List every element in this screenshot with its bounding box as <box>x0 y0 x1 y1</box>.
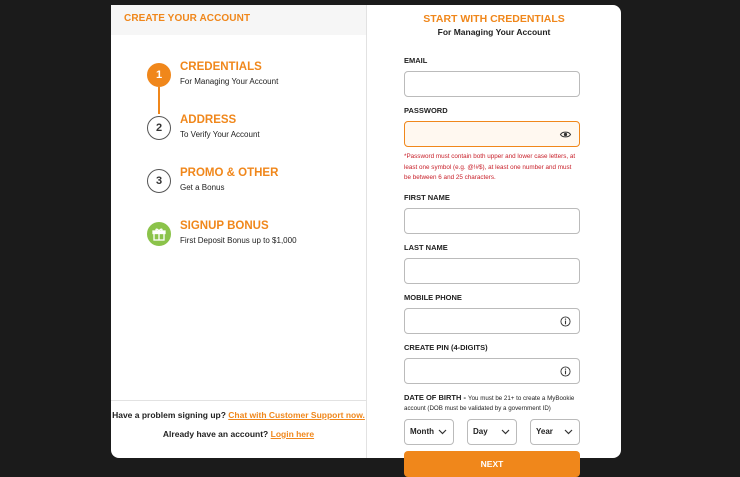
step-subtitle: Get a Bonus <box>180 183 225 192</box>
create-account-header: CREATE YOUR ACCOUNT <box>111 5 366 35</box>
password-label: PASSWORD <box>404 106 448 115</box>
dob-note: You must be 21+ to create a MyBookie account (DOB must be validated by a government ID) <box>404 394 575 412</box>
year-select-value: Year <box>536 427 553 437</box>
last-name-label: LAST NAME <box>404 242 448 252</box>
login-link[interactable]: Login here <box>270 429 315 439</box>
step-subtitle: To Verify Your Account <box>180 130 260 139</box>
pin-label: CREATE PIN (4-DIGITS) <box>404 342 488 352</box>
step-title: CREDENTIALS <box>180 61 262 73</box>
problem-text: Have a problem signing up? <box>112 410 226 420</box>
day-select[interactable] <box>467 419 517 445</box>
step-subtitle: First Deposit Bonus up to $1,000 <box>180 236 297 245</box>
step-title: ADDRESS <box>180 114 237 126</box>
mobile-phone-field[interactable] <box>405 309 579 333</box>
mobile-phone-field-box <box>404 308 580 334</box>
gift-icon <box>147 222 171 246</box>
credentials-title: START WITH CREDENTIALS <box>423 13 565 25</box>
year-select[interactable] <box>530 419 580 445</box>
mobile-phone-label: MOBILE PHONE <box>404 292 462 302</box>
email-field-box <box>404 71 580 97</box>
first-name-field-box <box>404 208 580 234</box>
first-name-label: FIRST NAME <box>404 192 450 202</box>
login-row <box>111 429 366 440</box>
credentials-subtitle: For Managing Your Account <box>437 27 551 37</box>
step-number-3: 3 <box>147 169 171 193</box>
email-field[interactable] <box>405 72 579 96</box>
day-select-value: Day <box>473 427 488 437</box>
month-select[interactable] <box>404 419 454 445</box>
next-button[interactable]: NEXT <box>404 451 580 477</box>
steps-panel <box>111 5 367 458</box>
password-error-text: *Password must contain both upper and lower case letters, at least one symbol (e.g. @!#$), at least one number and must be between 6 and 25 characters. <box>404 153 576 181</box>
credentials-form <box>404 56 580 477</box>
dob-label-block <box>404 393 580 414</box>
info-icon[interactable] <box>560 366 571 377</box>
step-number-1: 1 <box>147 63 171 87</box>
first-name-field[interactable] <box>405 209 579 233</box>
step-connector <box>158 87 160 114</box>
step-title: PROMO & OTHER <box>180 167 279 179</box>
dob-selects <box>404 419 580 445</box>
password-field-box <box>404 121 580 147</box>
step-subtitle: For Managing Your Account <box>180 77 279 86</box>
pin-field[interactable] <box>405 359 579 383</box>
eye-icon[interactable] <box>560 129 571 140</box>
credentials-panel <box>367 5 621 470</box>
month-select-value: Month <box>410 427 434 437</box>
step-number-2: 2 <box>147 116 171 140</box>
info-icon[interactable] <box>560 316 571 327</box>
dob-label: DATE OF BIRTH - <box>404 392 466 402</box>
signup-help-footer <box>111 400 366 458</box>
step-signup-bonus <box>147 220 297 273</box>
password-field[interactable] <box>405 122 579 146</box>
step-list <box>147 61 297 273</box>
signup-modal <box>111 5 621 470</box>
pin-field-box <box>404 358 580 384</box>
help-row <box>111 410 366 421</box>
last-name-field[interactable] <box>405 259 579 283</box>
account-text: Already have an account? <box>162 429 269 439</box>
email-label: EMAIL <box>404 56 428 65</box>
step-credentials <box>147 61 297 114</box>
chevron-down-icon <box>564 429 573 435</box>
last-name-field-box <box>404 258 580 284</box>
chevron-down-icon <box>438 429 447 435</box>
step-promo <box>147 167 297 220</box>
step-address <box>147 114 297 167</box>
chat-support-link[interactable]: Chat with Customer Support now. <box>228 410 365 420</box>
chevron-down-icon <box>501 429 510 435</box>
step-title: SIGNUP BONUS <box>180 220 269 232</box>
